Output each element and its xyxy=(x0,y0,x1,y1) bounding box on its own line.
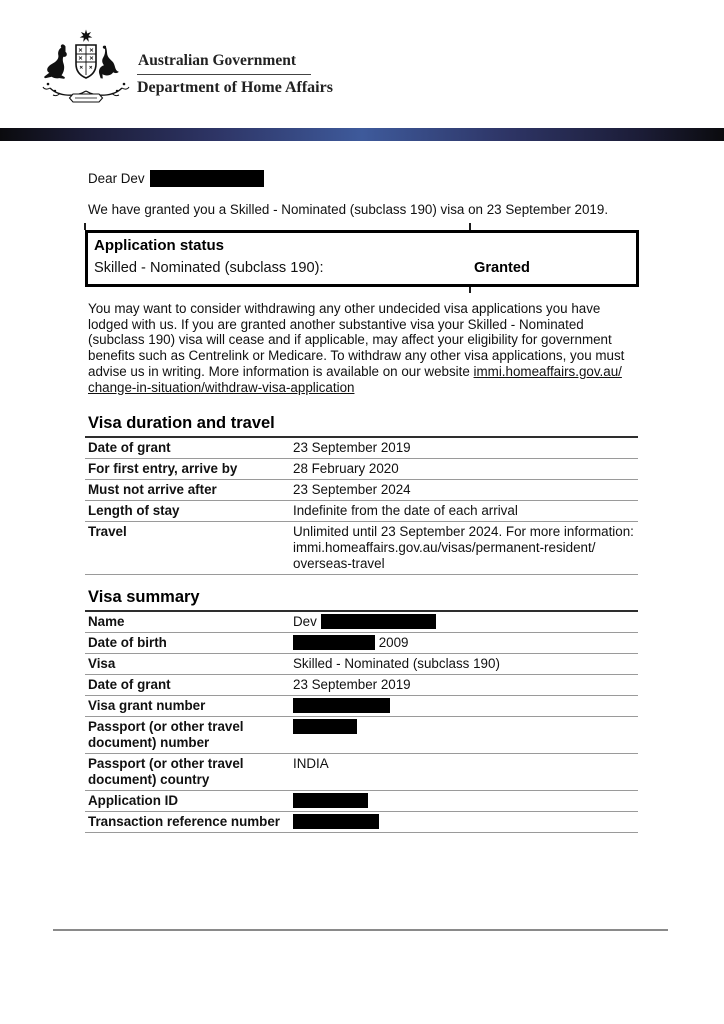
value-text: 23 September 2019 xyxy=(293,440,411,455)
row-value xyxy=(293,482,638,498)
visa-type-label: Skilled - Nominated (subclass 190): xyxy=(94,260,324,276)
row-label: Visa xyxy=(88,656,116,671)
redaction-bar xyxy=(293,814,379,829)
table-row xyxy=(85,696,638,717)
table-row xyxy=(85,522,638,575)
australian-coat-of-arms-icon xyxy=(36,28,136,108)
row-value xyxy=(293,719,638,751)
row-label: Date of birth xyxy=(88,635,167,650)
application-status-box xyxy=(85,230,639,287)
redaction-bar xyxy=(321,614,436,629)
row-label: Application ID xyxy=(88,793,179,808)
table-border-tick xyxy=(469,223,471,230)
table-row xyxy=(85,501,638,522)
row-label: Visa grant number xyxy=(88,698,206,713)
withdraw-notice xyxy=(88,301,641,395)
value-text: overseas-travel xyxy=(293,556,385,571)
row-label: Passport (or other travel document) number xyxy=(88,719,244,750)
status-value: Granted xyxy=(474,260,530,276)
row-label: Name xyxy=(88,614,125,629)
row-label: Length of stay xyxy=(88,503,180,518)
withdraw-link[interactable]: immi.homeaffairs.gov.au/change-in-situation/withdraw-visa-application xyxy=(88,363,622,395)
table-row xyxy=(85,717,638,754)
section-title-visa-duration: Visa duration and travel xyxy=(88,414,275,432)
value-text: Dev xyxy=(293,614,321,629)
row-value xyxy=(293,677,638,693)
footer-divider xyxy=(53,929,668,931)
row-label: Must not arrive after xyxy=(88,482,217,497)
visa-summary-table xyxy=(85,612,638,833)
table-row xyxy=(85,675,638,696)
row-value xyxy=(293,461,638,477)
header-divider xyxy=(137,74,311,75)
salutation-text: Dear Dev xyxy=(88,171,145,186)
value-text: Indefinite from the date of each arrival xyxy=(293,503,518,518)
row-value xyxy=(293,756,638,788)
table-row xyxy=(85,633,638,654)
row-value xyxy=(293,698,638,714)
table-row xyxy=(85,459,638,480)
redaction-bar xyxy=(293,635,375,650)
row-value xyxy=(293,503,638,519)
table-row xyxy=(85,791,638,812)
redaction-bar xyxy=(293,698,390,713)
table-row xyxy=(85,480,638,501)
row-label: Passport (or other travel document) country xyxy=(88,756,244,787)
salutation xyxy=(88,170,264,187)
table-row xyxy=(85,612,638,633)
table-row xyxy=(85,754,638,791)
redacted-name-bar xyxy=(150,170,264,187)
row-label: Travel xyxy=(88,524,127,539)
value-text: INDIA xyxy=(293,756,329,771)
value-text: 23 September 2024 xyxy=(293,482,411,497)
table-row xyxy=(85,438,638,459)
agency-name: Australian Government xyxy=(138,52,297,69)
row-label: Date of grant xyxy=(88,440,171,455)
row-value xyxy=(293,793,638,809)
application-status-heading: Application status xyxy=(94,237,225,254)
row-value xyxy=(293,440,638,456)
row-label: Transaction reference number xyxy=(88,814,280,829)
redaction-bar xyxy=(293,793,368,808)
table-border-tick xyxy=(469,287,471,293)
decorative-gradient-band xyxy=(0,128,724,141)
department-name: Department of Home Affairs xyxy=(137,79,333,96)
section-title-visa-summary: Visa summary xyxy=(88,588,200,606)
value-text: immi.homeaffairs.gov.au/visas/permanent-resident/ xyxy=(293,540,596,555)
table-row xyxy=(85,654,638,675)
value-text: 28 February 2020 xyxy=(293,461,399,476)
row-value xyxy=(293,524,638,572)
row-value xyxy=(293,814,638,830)
row-value xyxy=(293,614,638,630)
row-label: For first entry, arrive by xyxy=(88,461,238,476)
table-row xyxy=(85,812,638,833)
row-value xyxy=(293,656,638,672)
redaction-bar xyxy=(293,719,357,734)
row-value xyxy=(293,635,638,651)
value-text: Skilled - Nominated (subclass 190) xyxy=(293,656,500,671)
table-border-tick xyxy=(84,223,86,230)
withdraw-notice-text: You may want to consider withdrawing any other undecided visa applications you have lodged with us. If you are granted another substantive visa your Skilled - Nominated (subclass 190) visa will cease and if applicable, may affect your eligibility for government benefits such as Centrelink or Medicare. To withdraw any other visa applications, you must advise us in writing. More information is available on our website xyxy=(88,301,625,379)
value-text: Unlimited until 23 September 2024. For more information: xyxy=(293,524,634,539)
value-text: 2009 xyxy=(375,635,409,650)
value-text: 23 September 2019 xyxy=(293,677,411,692)
row-label: Date of grant xyxy=(88,677,171,692)
visa-duration-table xyxy=(85,438,638,575)
grant-sentence: We have granted you a Skilled - Nominated (subclass 190) visa on 23 September 2019. xyxy=(88,202,609,217)
